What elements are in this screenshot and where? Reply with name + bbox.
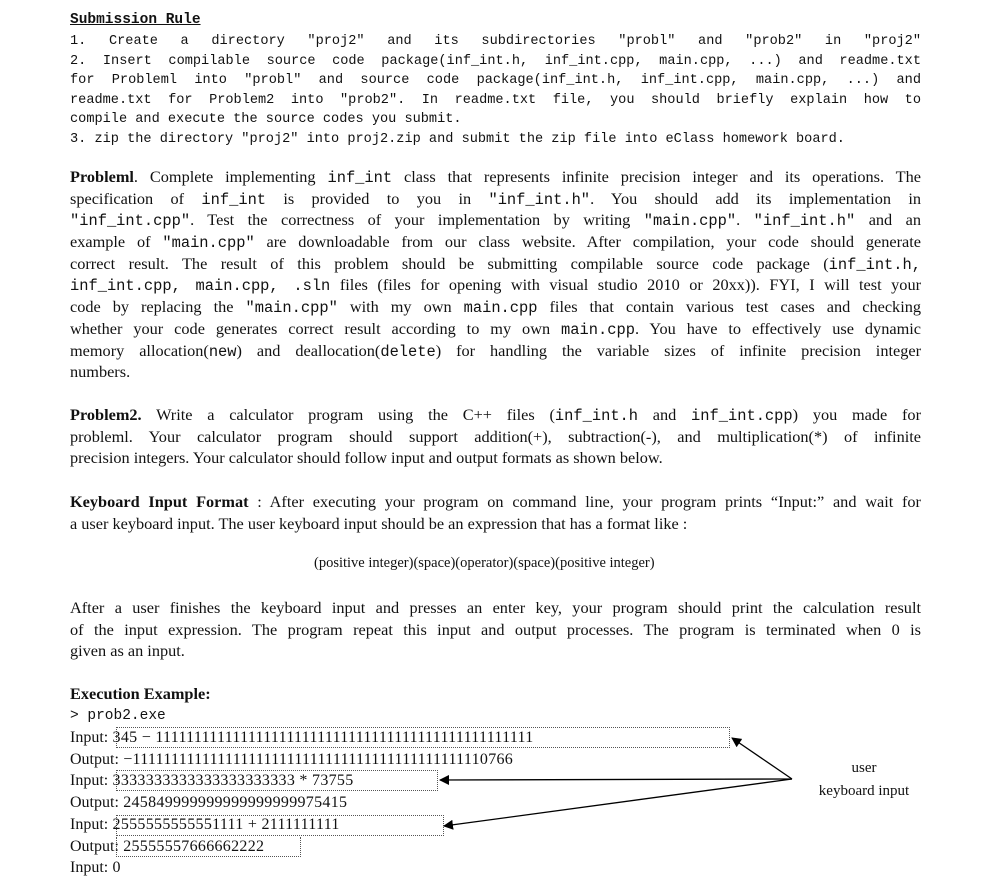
rule-line-6: 3. zip the directory "proj2" into proj2.zip and submit the zip file into eClass homework board. xyxy=(70,131,845,147)
example-row-1: Input: 345 − 1111111111111111111111111111111111111111111111111 xyxy=(70,729,534,746)
problem2-paragraph: Problem2. Write a calculator program using the C++ files (inf_int.h and inf_int.cpp) you made for probleml. Your calculator program should support addition(+), subtraction(-), and multiplication(*) of infinite precision integers. Your calculator should follow input and output formats as shown below. xyxy=(70,405,921,468)
arrow-to-input-3 xyxy=(444,779,792,826)
rule-line-5: compile and execute the source codes you submit. xyxy=(70,112,462,128)
problem2-heading: Problem2. xyxy=(70,405,142,424)
example-row-3: Input: 3333333333333333333333 * 73755 xyxy=(70,772,354,789)
rule-line-1: 1. Create a directory "proj2" and its subdirectories "probl" and "prob2" in "proj2" xyxy=(70,34,921,49)
problem1-heading: Probleml xyxy=(70,167,134,186)
after-input-paragraph: After a user finishes the keyboard input and presses an enter key, your program should print the calculation result of the input expression. The program repeat this input and output processes. The program is terminated when 0 is given as an input. xyxy=(70,598,921,661)
note-line-2: keyboard input xyxy=(818,783,910,799)
example-row-5: Input: 2555555555551111 + 2111111111 xyxy=(70,816,340,833)
command-line: > prob2.exe xyxy=(70,708,166,724)
execution-example-title: Execution Example: xyxy=(70,684,211,703)
input-format-expression: (positive integer)(space)(operator)(space)(positive integer) xyxy=(314,555,655,571)
note-line-1: user xyxy=(851,760,877,776)
rule-line-2: 2. Insert compilable source code package(inf_int.h, inf_int.cpp, main.cpp, ...) and readme.txt xyxy=(70,53,921,69)
arrow-to-input-2 xyxy=(440,779,792,780)
example-row-4: Output: 245849999999999999999975415 xyxy=(70,794,348,811)
keyboard-format-heading: Keyboard Input Format xyxy=(70,492,249,511)
example-row-2: Output: −1111111111111111111111111111111111111111111110766 xyxy=(70,751,514,768)
submission-rule-list xyxy=(70,32,921,150)
example-row-6: Output: 25555557666662222 xyxy=(70,838,265,855)
rule-line-4: readme.txt for Problem2 into "prob2". In readme.txt file, you should briefly explain how to xyxy=(70,92,921,108)
rule-line-3: for Probleml into "probl" and source code package(inf_int.h, inf_int.cpp, main.cpp, ...) and xyxy=(70,73,921,89)
arrow-to-input-1 xyxy=(732,738,792,779)
user-keyboard-input-note xyxy=(794,757,934,803)
keyboard-format-paragraph: Keyboard Input Format : After executing your program on command line, your program prints “Input:” and wait for a user keyboard input. The user keyboard input should be an expression that has a format like : xyxy=(70,492,921,533)
problem1-paragraph: Probleml. Complete implementing inf_int class that represents infinite precision integer and its operations. The specification of inf_int is provided to you in "inf_int.h". You should add its implementation in "inf_int.cpp". Test the correctness of your implementation by writing "main.cpp". "inf_int.h" and an example of "main.cpp" are downloadable from our class website. After compilation, your code should generate correct result. The result of this problem should be submitting compilable source code package (inf_int.h, inf_int.cpp, main.cpp, .sln files (files for opening with visual studio 2010 or 20xx)). FYI, I will test your code by replacing the "main.cpp" with my own main.cpp files that contain various test cases and checking whether your code generates correct result according to my own main.cpp. You have to effectively use dynamic memory allocation(new) and deallocation(delete) for handling the variable sizes of infinite precision integer numbers. xyxy=(70,167,922,382)
submission-rule-title: Submission Rule xyxy=(70,12,201,28)
example-row-7: Input: 0 xyxy=(70,859,121,876)
